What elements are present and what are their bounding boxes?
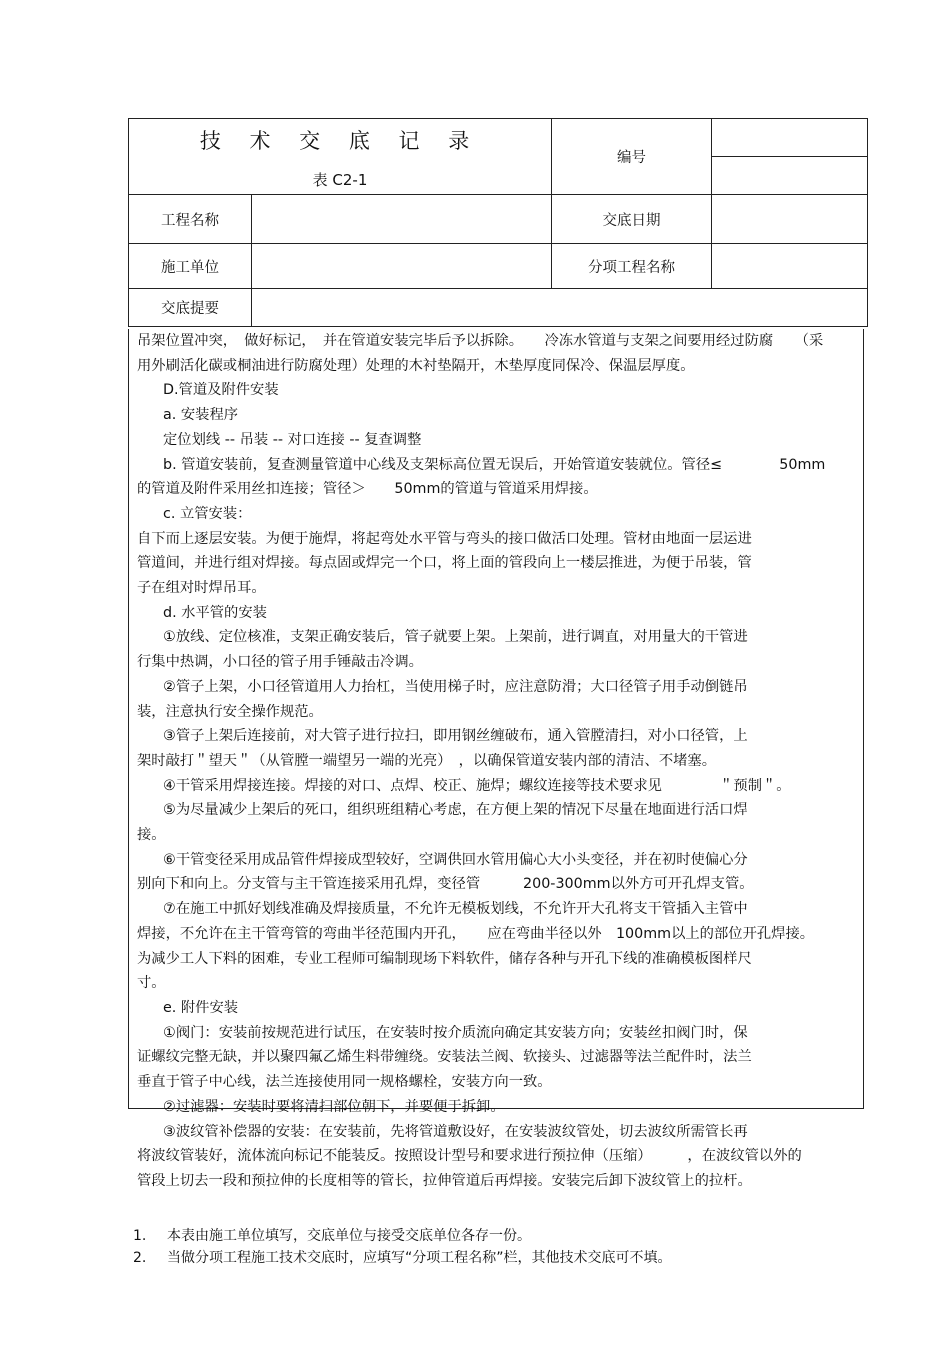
construction-unit-value[interactable] [252, 244, 552, 289]
project-name-value[interactable] [252, 195, 552, 244]
content-line: 别向下和向上。分支管与主干管连接采用孔焊，变径管 200-300mm以外方可开孔焊支管。 [137, 876, 754, 893]
content-line: ②管子上架，小口径管道用人力抬杠，当使用梯子时，应注意防滑；大口径管子用手动倒链吊 [163, 678, 748, 695]
disclosure-content [128, 329, 864, 1189]
summary-label: 交底提要 [129, 289, 252, 327]
content-line: ⑦在施工中抓好划线准确及焊接质量，不允许无模板划线，不允许开大孔将支干管插入主管中 [163, 901, 748, 918]
content-line: ①阀门：安装前按规范进行试压，在安装时按介质流向确定其安装方向；安装丝扣阀门时，保 [163, 1024, 748, 1041]
footnote-text: 本表由施工单位填写，交底单位与接受交底单位各存一份。 [167, 1228, 531, 1244]
sub-project-name-label: 分项工程名称 [552, 244, 712, 289]
content-line: b. 管道安装前，复查测量管道中心线及支架标高位置无误后，开始管道安装就位。管径≤ 50mm [163, 456, 826, 473]
disclosure-date-label: 交底日期 [552, 195, 712, 244]
title-cell [129, 119, 552, 195]
form-number: 表 C2-1 [312, 171, 368, 189]
technical-disclosure-form [128, 118, 867, 1189]
content-line: 吊架位置冲突， 做好标记， 并在管道安装完毕后予以拆除。 冷冻水管道与支架之间要用经过防腐 （采 [137, 333, 824, 349]
footnote-number: 1. [133, 1228, 147, 1244]
sub-project-name-value[interactable] [712, 244, 868, 289]
content-line: ⑥干管变径采用成品管件焊接成型较好，空调供回水管用偏心大小头变径，并在初时使偏心分 [163, 851, 748, 868]
content-line: 管道间，并进行组对焊接。每点固或焊完一个口，将上面的管段向上一楼层推进，为便于吊装，管 [137, 555, 752, 572]
content-line: ④干管采用焊接连接。焊接的对口、点焊、校正、施焊；螺纹连接等技术要求见 ＂预制＂。 [163, 777, 791, 794]
footnotes [133, 1225, 672, 1269]
content-line: a. 安装程序 [163, 407, 239, 424]
content-line: e. 附件安装 [163, 999, 239, 1016]
content-line: ③管子上架后连接前，对大管子进行拉扫，即用钢丝缠破布，通入管膛清扫，对小口径管，上 [163, 728, 748, 745]
number-value-1[interactable] [712, 119, 868, 157]
footnote-number: 2. [133, 1250, 147, 1266]
number-value-2[interactable] [712, 157, 868, 195]
content-line: c. 立管安装： [163, 505, 252, 522]
content-line: 为减少工人下料的困难，专业工程师可编制现场下料软件，储存各种与开孔下线的准确模板图样尺 [137, 950, 752, 967]
footnote [133, 1225, 672, 1247]
content-line: 证螺纹完整无缺，并以聚四氟乙烯生料带缠绕。安装法兰阀、软接头、过滤器等法兰配件时，法兰 [137, 1049, 752, 1066]
content-line: 垂直于管子中心线，法兰连接使用同一规格螺栓，安装方向一致。 [137, 1074, 552, 1091]
footnote [133, 1247, 672, 1269]
disclosure-date-value[interactable] [712, 195, 868, 244]
content-line: 寸。 [137, 975, 166, 992]
content-line: 将波纹管装好，流体流向标记不能装反。按照设计型号和要求进行预拉伸（压缩） ，在波纹管以外的 [137, 1148, 802, 1165]
content-line: 管段上切去一段和预拉伸的长度相等的管长，拉伸管道后再焊接。安装完后卸下波纹管上的拉杆。 [137, 1172, 752, 1189]
form-header-table [128, 118, 868, 327]
content-line: 焊接，不允许在主干管弯管的弯曲半径范围内开孔， 应在弯曲半径以外 100mm以上的部位开孔焊接。 [137, 925, 815, 942]
project-name-label: 工程名称 [129, 195, 252, 244]
content-line: 定位划线 -- 吊装 -- 对口连接 -- 复查调整 [163, 431, 422, 448]
summary-value[interactable] [252, 289, 868, 327]
content-line: 装，注意执行安全操作规范。 [137, 703, 323, 720]
content-line: 接。 [137, 827, 166, 844]
content-line: ②过滤器：安装时要将清扫部位朝下，并要便于拆卸。 [163, 1098, 505, 1115]
content-line: d. 水平管的安装 [163, 604, 267, 621]
footnote-text: 当做分项工程施工技术交底时，应填写“分项工程名称”栏，其他技术交底可不填。 [167, 1250, 672, 1266]
content-line: 行集中热调，小口径的管子用手锤敲击冷调。 [137, 654, 423, 671]
content-line: ③波纹管补偿器的安装：在安装前，先将管道敷设好，在安装波纹管处，切去波纹所需管长再 [163, 1123, 748, 1140]
content-line: ⑤为尽量减少上架后的死口，组织班组精心考虑，在方便上架的情况下尽量在地面进行活口焊 [163, 802, 748, 819]
construction-unit-label: 施工单位 [129, 244, 252, 289]
content-line: 自下而上逐层安装。为便于施焊，将起弯处水平管与弯头的接口做活口处理。管材由地面一层运进 [137, 530, 752, 547]
form-title: 技 术 交 底 记 录 [199, 129, 481, 153]
number-label: 编号 [552, 119, 712, 195]
content-line: 子在组对时焊吊耳。 [137, 580, 266, 597]
content-line: 用外刷活化碳或桐油进行防腐处理）处理的木衬垫隔开，木垫厚度同保冷、保温层厚度。 [137, 357, 695, 374]
content-line: 的管道及附件采用丝扣连接；管径＞ 50mm的管道与管道采用焊接。 [137, 481, 598, 498]
section-heading: D.管道及附件安装 [163, 382, 279, 399]
content-line: ①放线、定位核准，支架正确安装后，管子就要上架。上架前，进行调直，对用量大的干管进 [163, 629, 748, 646]
content-line: 架时敲打＂望天＂（从管膛一端望另一端的光亮） ，以确保管道安装内部的清洁、不堵塞。 [137, 752, 717, 769]
